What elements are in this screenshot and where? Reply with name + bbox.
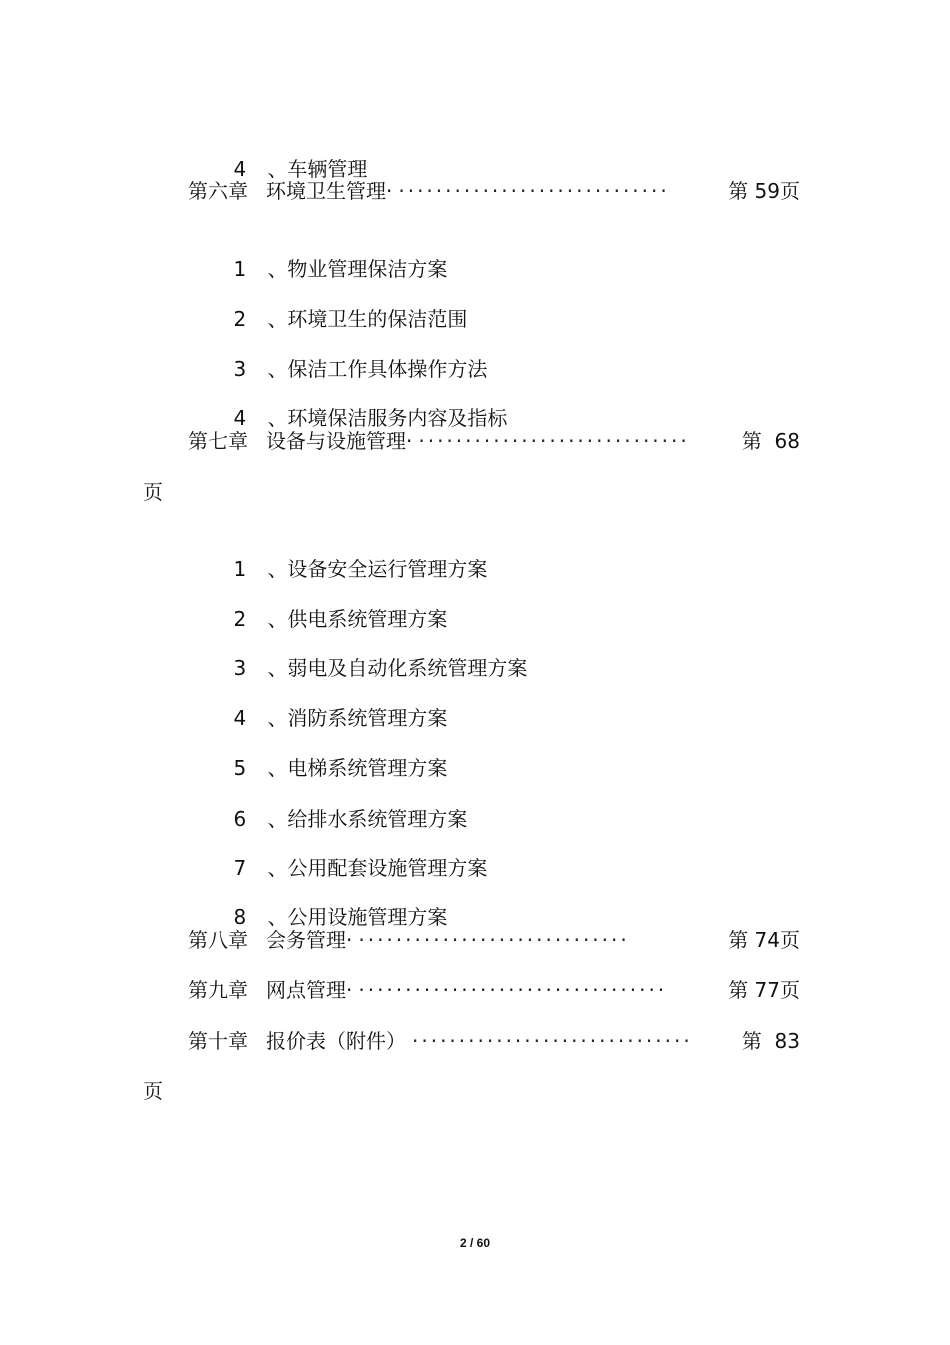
chapter-page-ref: 第 59页 bbox=[728, 179, 800, 203]
toc-chapter-7 bbox=[188, 427, 800, 455]
toc-chapter-10 bbox=[188, 1027, 800, 1055]
page-number-footer: 2 / 60 bbox=[459, 1236, 491, 1250]
toc-chapter-9 bbox=[188, 976, 800, 1004]
toc-subitem-number: 5 bbox=[233, 756, 247, 780]
chapter-number: 第十章 bbox=[188, 1029, 248, 1053]
chapter-page-ref: 第 83 bbox=[741, 1029, 800, 1053]
toc-subitem-number: 2 bbox=[233, 307, 247, 331]
toc-subitem-text: 、公用设施管理方案 bbox=[267, 905, 448, 929]
toc-subitem-text: 、设备安全运行管理方案 bbox=[267, 557, 488, 581]
toc-leader-dots: ······························ bbox=[412, 1029, 693, 1053]
toc-subitem-number: 2 bbox=[233, 607, 247, 631]
toc-subitem-text: 、保洁工作具体操作方法 bbox=[267, 357, 488, 381]
toc-subitem-text: 、物业管理保洁方案 bbox=[267, 257, 448, 281]
toc-subitem-number: 4 bbox=[233, 157, 247, 181]
chapter-number: 第七章 bbox=[188, 429, 248, 453]
toc-subitem-number: 7 bbox=[233, 856, 247, 880]
chapter-page-ref: 第 77页 bbox=[728, 978, 800, 1002]
toc-subitem-number: 6 bbox=[233, 807, 247, 831]
toc-wrapped-page-suffix: 页 bbox=[143, 1079, 163, 1103]
toc-subitem-number: 4 bbox=[233, 706, 247, 730]
chapter-number: 第八章 bbox=[188, 928, 248, 952]
toc-subitem-text: 、消防系统管理方案 bbox=[267, 706, 448, 730]
toc-subitem-text: 、供电系统管理方案 bbox=[267, 607, 448, 631]
chapter-title: 报价表（附件） bbox=[266, 1029, 406, 1053]
toc-subitem-number: 1 bbox=[233, 557, 247, 581]
chapter-page-ref: 第 68 bbox=[741, 429, 800, 453]
toc-subitem-text: 、给排水系统管理方案 bbox=[267, 807, 468, 831]
chapter-title: 会务管理· bbox=[266, 928, 353, 952]
toc-leader-dots: ····························· bbox=[418, 429, 690, 453]
chapter-title: 网点管理· bbox=[266, 978, 353, 1002]
chapter-page-ref: 第 74页 bbox=[728, 928, 800, 952]
toc-subitem-number: 1 bbox=[233, 257, 247, 281]
toc-subitem-number: 4 bbox=[233, 406, 247, 430]
toc-subitem-number: 3 bbox=[233, 357, 247, 381]
toc-subitem-text: 、环境卫生的保洁范围 bbox=[267, 307, 468, 331]
chapter-title: 设备与设施管理· bbox=[266, 429, 413, 453]
toc-leader-dots: ································· bbox=[358, 978, 668, 1002]
toc-wrapped-page-suffix: 页 bbox=[143, 480, 163, 504]
toc-chapter-6 bbox=[188, 177, 800, 205]
toc-subitem-text: 、弱电及自动化系统管理方案 bbox=[267, 656, 528, 680]
chapter-number: 第六章 bbox=[188, 179, 248, 203]
toc-subitem-text: 、公用配套设施管理方案 bbox=[267, 856, 488, 880]
toc-subitem-text: 、环境保洁服务内容及指标 bbox=[267, 406, 508, 430]
toc-chapter-8 bbox=[188, 926, 800, 954]
chapter-title: 环境卫生管理· bbox=[266, 179, 393, 203]
toc-leader-dots: ····························· bbox=[398, 179, 670, 203]
toc-subitem-number: 3 bbox=[233, 656, 247, 680]
toc-subitem-number: 8 bbox=[233, 905, 247, 929]
toc-subitem-text: 、电梯系统管理方案 bbox=[267, 756, 448, 780]
chapter-number: 第九章 bbox=[188, 978, 248, 1002]
toc-leader-dots: ····························· bbox=[358, 928, 630, 952]
toc-subitem-text: 、车辆管理 bbox=[267, 157, 368, 181]
